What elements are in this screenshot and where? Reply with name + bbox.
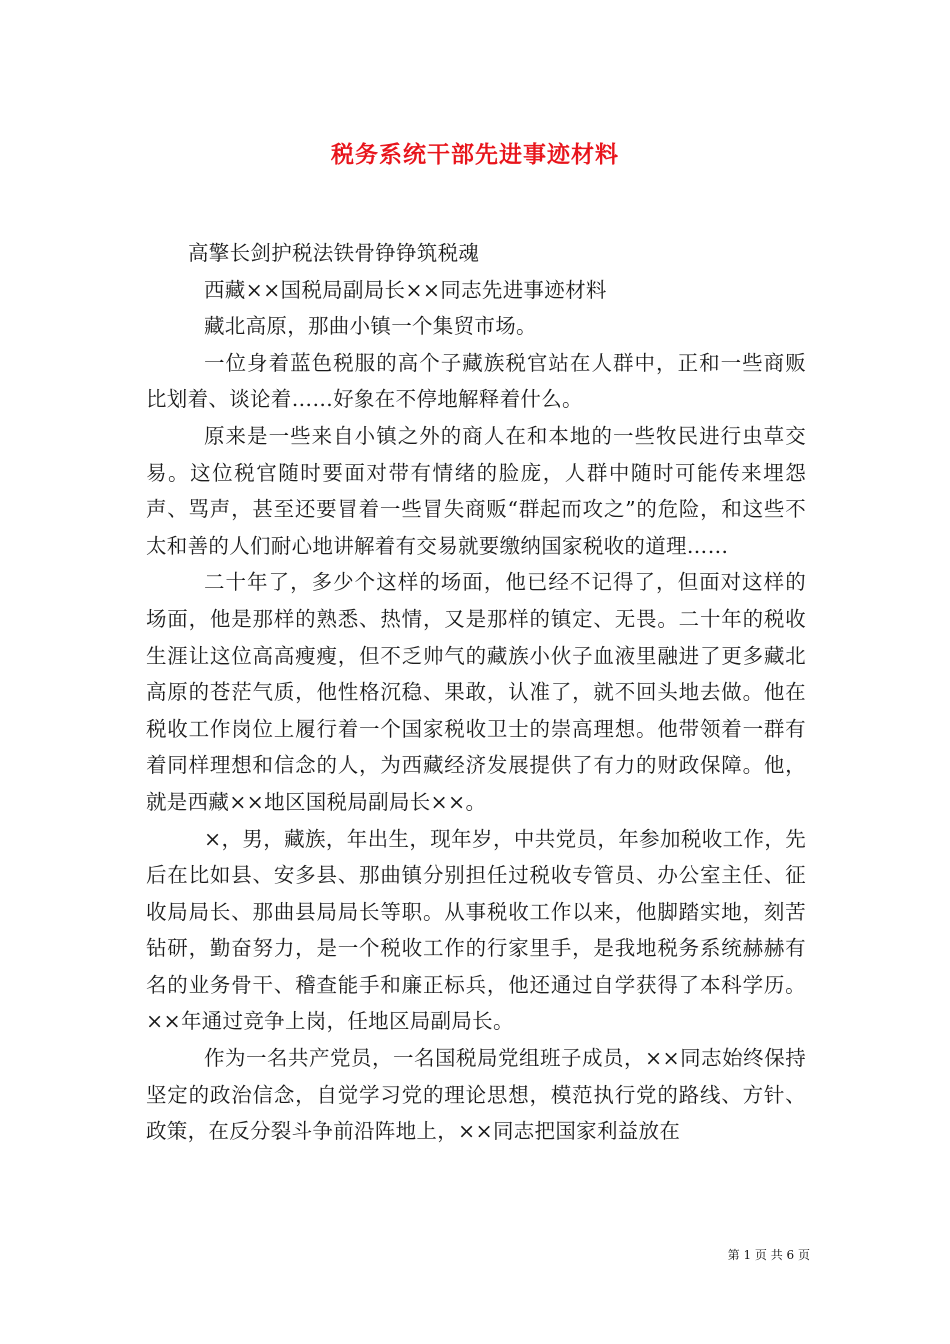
subtitle-line: 高擎长剑护税法铁骨铮铮筑税魂: [188, 241, 480, 265]
body-paragraph: 作为一名共产党员，一名国税局党组班子成员，××同志始终保持坚定的政治信念，自觉学习党的理论思想，模范执行党的路线、方针、政策，在反分裂斗争前沿阵地上，××同志把国家利益放在: [146, 1046, 806, 1144]
page-number: 第 1 页 共 6 页: [727, 1248, 810, 1262]
body-paragraph: ×，男，藏族，年出生，现年岁，中共党员，年参加税收工作，先后在比如县、安多县、那曲镇分别担任过税收专管员、办公室主任、征收局局长、那曲县局局长等职。从事税收工作以来，他脚踏实地，刻苦钻研，勤奋努力，是一个税收工作的行家里手，是我地税务系统赫赫有名的业务骨干、稽查能手和廉正标兵，他还通过自学获得了本科学历。××年通过竞争上岗，任地区局副局长。: [146, 826, 806, 1034]
document-body: [146, 235, 806, 1150]
body-paragraph: 藏北高原，那曲小镇一个集贸市场。: [204, 314, 537, 339]
subtitle-heading: 西藏××国税局副局长××同志先进事迹材料: [204, 277, 607, 302]
body-paragraph: 一位身着蓝色税服的高个子藏族税官站在人群中，正和一些商贩比划着、谈论着……好象在不停地解释着什么。: [146, 350, 806, 412]
body-paragraph: 二十年了，多少个这样的场面，他已经不记得了，但面对这样的场面，他是那样的熟悉、热情，又是那样的镇定、无畏。二十年的税收生涯让这位高高瘦瘦，但不乏帅气的藏族小伙子血液里融进了更多藏北高原的苍茫气质，他性格沉稳、果敢，认准了，就不回头地去做。他在税收工作岗位上履行着一个国家税收卫士的崇高理想。他带领着一群有着同样理想和信念的人，为西藏经济发展提供了有力的财政保障。他，就是西藏××地区国税局副局长××。: [146, 570, 806, 814]
document-title: 税务系统干部先进事迹材料: [331, 141, 619, 168]
body-paragraph: 原来是一些来自小镇之外的商人在和本地的一些牧民进行虫草交易。这位税官随时要面对带有情绪的脸庞，人群中随时可能传来埋怨声、骂声，甚至还要冒着一些冒失商贩“群起而攻之”的危险，和这些不太和善的人们耐心地讲解着有交易就要缴纳国家税收的道理……: [146, 423, 806, 558]
